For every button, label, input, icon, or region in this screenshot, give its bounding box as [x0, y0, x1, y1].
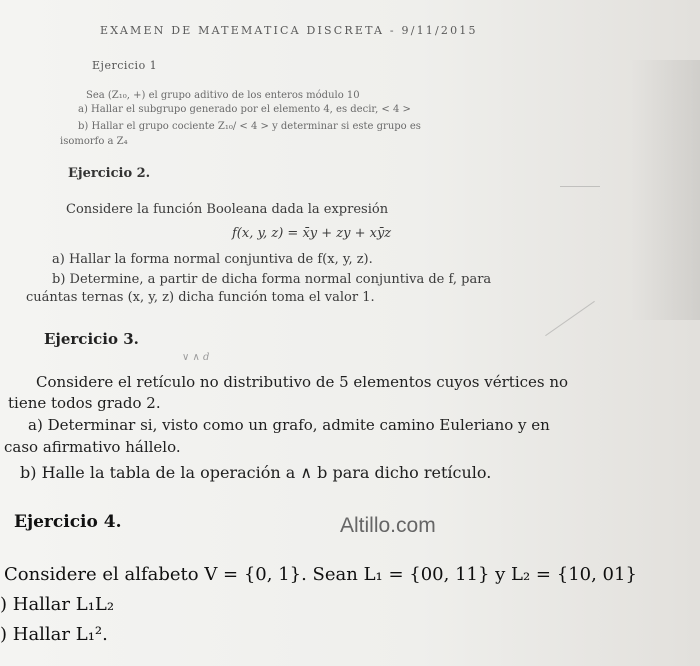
watermark: Altillo.com	[340, 514, 436, 537]
exercise-4-part-b: ) Hallar L₁².	[0, 624, 108, 645]
exercise-4-part-a: ) Hallar L₁L₂	[0, 594, 115, 615]
exercise-3-part-a-line-2: caso afirmativo hállelo.	[4, 438, 181, 456]
exercise-3-part-b: b) Halle la tabla de la operación a ∧ b para dicho retículo.	[20, 463, 492, 482]
exercise-2-part-b-line-1: b) Determine, a partir de dicha forma normal conjuntiva de f, para	[52, 272, 492, 287]
exercise-2-part-a: a) Hallar la forma normal conjuntiva de f(x, y, z).	[52, 252, 373, 267]
exercise-1-line-2: a) Hallar el subgrupo generado por el elemento 4, es decir, < 4 >	[78, 104, 411, 115]
exercise-2-heading: Ejercicio 2.	[68, 166, 151, 181]
exercise-1-line-1: Sea (Z₁₀, +) el grupo aditivo de los enteros módulo 10	[86, 90, 360, 101]
exercise-1-heading: Ejercicio 1	[92, 59, 158, 72]
exercise-2-intro: Considere la función Booleana dada la expresión	[66, 202, 389, 217]
exercise-3-heading: Ejercicio 3.	[44, 330, 139, 348]
exercise-4-line-1: Considere el alfabeto V = {0, 1}. Sean L₁ = {00, 11} y L₂ = {10, 01}	[4, 564, 637, 585]
exercise-1-line-4: isomorfo a Z₄	[60, 136, 128, 147]
page-shadow	[630, 60, 700, 320]
exercise-2-part-b-line-2: cuántas ternas (x, y, z) dicha función toma el valor 1.	[26, 290, 375, 305]
pencil-scratch	[560, 186, 600, 187]
pencil-scratch	[545, 301, 595, 336]
handwritten-note: ∨ ∧ d	[182, 352, 210, 363]
exercise-1-line-3: b) Hallar el grupo cociente Z₁₀/ < 4 > y determinar si este grupo es	[78, 121, 421, 132]
exam-title: EXAMEN DE MATEMATICA DISCRETA - 9/11/2015	[100, 24, 478, 37]
exercise-2-formula: f(x, y, z) = x̄y + zy + xȳz	[232, 226, 392, 241]
exercise-3-line-2: tiene todos grado 2.	[8, 394, 161, 412]
exercise-3-line-1: Considere el retículo no distributivo de 5 elementos cuyos vértices no	[36, 373, 569, 391]
exercise-3-part-a-line-1: a) Determinar si, visto como un grafo, admite camino Euleriano y en	[28, 416, 550, 434]
exercise-4-heading: Ejercicio 4.	[14, 512, 122, 532]
